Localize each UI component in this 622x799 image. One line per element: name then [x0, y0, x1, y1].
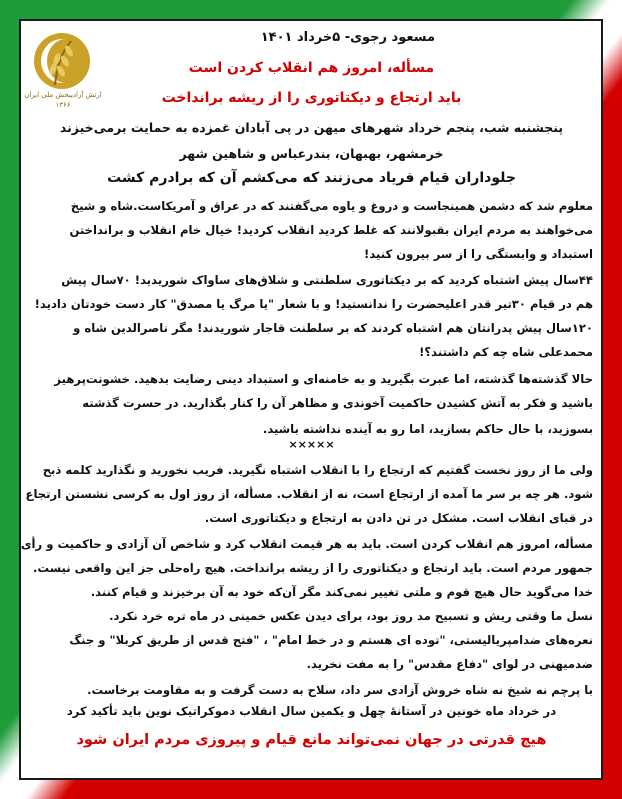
title-line-2: باید ارتجاع و دیکتاتوری را از ریشه برانداخت: [161, 90, 462, 106]
body-line: شود. هر چه بر سر ما آمده از ارتجاع است، نه از انقلاب. مسأله، از روز اول به کرسی نشستن ارتجاع: [25, 487, 593, 501]
body-line: می‌خواهند به مردم ایران بقبولانند که غلط کردید انقلاب کردید! خیال خام انقلاب و برانداختن: [69, 223, 593, 237]
body-line: نعره‌های ضدامپریالیستی، "توده ای هستم و در خط امام" ، "فتح قدس از طریق کربلا" و جنگ: [69, 633, 593, 647]
body-line: محمدعلی شاه چه کم داشتند؟!: [419, 345, 593, 359]
final-slogan: هیچ قدرتی در جهان نمی‌تواند مانع قیام و پیروزی مردم ایران شود: [76, 732, 547, 748]
body-line: در قبای انقلاب است. مشکل در تن دادن به ارتجاع و دیکتاتوری است.: [204, 511, 593, 525]
body-line: بسوزید، با حال حاکم بسازید، اما رو به آینده نداشته باشید.: [262, 422, 593, 436]
nla-logo-icon: [27, 27, 97, 127]
section-heading: جلوداران قیام فریاد می‌زنند که می‌کشم آن که برادرم کشت: [107, 170, 516, 186]
body-line: استبداد و وابستگی را از سر بیرون کنید!: [364, 247, 593, 261]
body-line: هم در قیام ۳۰تیر قدر اعلیحضرت را ندانستید! و با شعار "یا مرگ یا مصدق" کار دست خودتان دادید!: [34, 297, 593, 311]
body-line: ۱۲۰سال پیش پدرانتان هم اشتباه کردند که بر سلطنت قاجار شوریدند! مگر ناصرالدین شاه و: [73, 321, 593, 335]
title-line-1: مسأله، امروز هم انقلاب کردن است: [188, 60, 435, 76]
body-line: نسل ما وقتی ریش و تسبیح مد روز بود، برای دیدن عکس خمینی در ماه تره خرد نکرد.: [109, 609, 593, 623]
body-line: باشید و فکر به آتش کشیدن حاکمیت آخوندی و مظاهر آن را کنار بگذارید. در حسرت گذشته: [82, 396, 593, 410]
logo-year: ۱۳۶۶: [55, 101, 71, 109]
body-line: ضدمیهنی در لوای "دفاع مقدس" را به مفت نخرید.: [306, 657, 593, 671]
subtitle-line-1: پنجشنبه شب، پنجم خرداد شهرهای میهن در پی آبادان غمزده به حمایت برمی‌خیزند: [59, 120, 564, 135]
body-line: معلوم شد که دشمن همینجاست و دروغ و یاوه می‌گفتند که در عراق و آمریکاست.شاه و شیخ: [70, 199, 593, 213]
body-line: جمهور مردم است. باید ارتجاع و دیکتاتوری را از ریشه برانداخت. هیچ راه‌حلی جز این واقعی نیست.: [33, 561, 593, 575]
body-line: ۴۴سال پیش اشتباه کردید که بر دیکتاتوری سلطنتی و شلاق‌های ساواک شوریدید! ۷۰سال پیش: [61, 273, 593, 287]
author-date: مسعود رجوی- ۵خرداد ۱۴۰۱: [260, 30, 435, 45]
body-line: خدا می‌گوید حال هیچ قوم و ملتی تغییر نمی‌کند مگر آن‌که خود به آن برخیزند و قیام کنند.: [90, 585, 593, 599]
body-line: حالا گذشته‌ها گذشته، اما عبرت بگیرید و به خامنه‌ای و استبداد دینی رضایت بدهید. خشونت‌پرهیز: [54, 372, 593, 386]
closing-line: در خرداد ماه خونین در آستانهٔ چهل و یکمین سال انقلاب دموکراتیک نوین باید تأکید کرد: [66, 704, 557, 718]
body-line: مسأله، امروز هم انقلاب کردن است. باید به هر قیمت انقلاب کرد و شاخص آن آزادی و حاکمیت و رأی: [20, 537, 593, 551]
logo-caption: ارتش آزادیبخش ملی ایران: [24, 91, 102, 99]
body-line: با پرچم نه شیخ نه شاه خروش آزادی سر داد، سلاح به دست گرفت و به مقاومت برخاست.: [87, 683, 593, 697]
separator: ×××××: [288, 438, 335, 451]
subtitle-line-2: خرمشهر، بهبهان، بندرعباس و شاهین شهر: [179, 146, 444, 161]
body-line: ولی ما از روز نخست گفتیم که ارتجاع را با انقلاب اشتباه نگیرید. فریب نخورید و نگذارید کلمه ذبح: [42, 463, 593, 477]
